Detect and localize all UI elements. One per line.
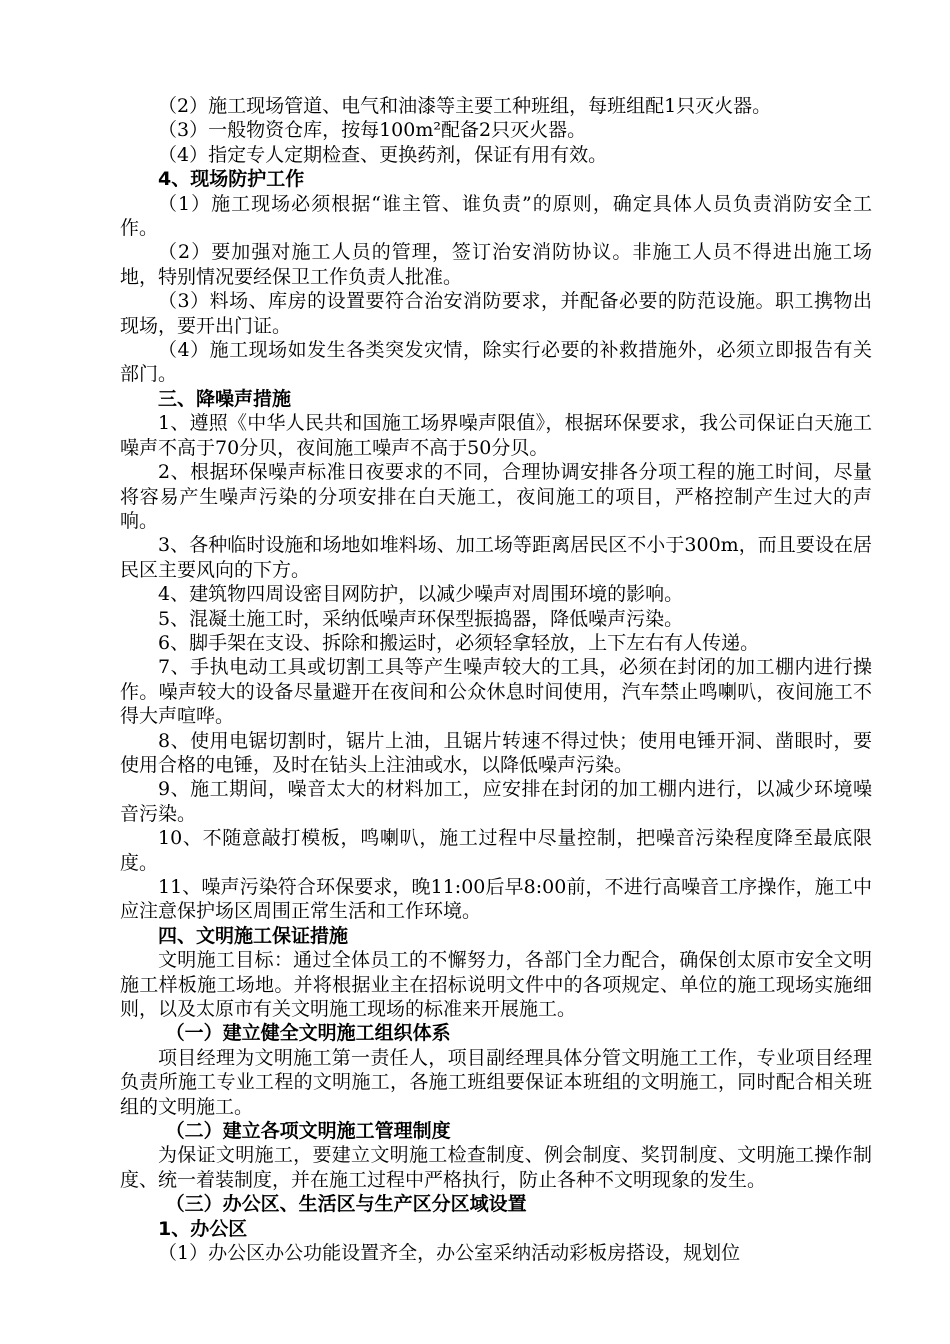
body-paragraph: （1）办公区办公功能设置齐全，办公室采纳活动彩板房搭设，规划位 (158, 1242, 741, 1265)
body-paragraph: 1、遵照《中华人民共和国施工场界噪声限值》，根据环保要求，我公司保证白天施工噪声不高于70分贝，夜间施工噪声不高于50分贝。 (120, 412, 872, 459)
section-heading: （二）建立各项文明施工管理制度 (165, 1120, 451, 1143)
body-paragraph: （1）施工现场必须根据“谁主管、谁负责”的原则，确定具体人员负责消防安全工作。 (120, 192, 872, 240)
body-paragraph: 5、混凝土施工时，采纳低噪声环保型振捣器，降低噪声污染。 (158, 607, 684, 630)
body-paragraph: （4）指定专人定期检查、更换药剂，保证有用有效。 (158, 143, 608, 166)
body-paragraph: 2、根据环保噪声标准日夜要求的不同，合理协调安排各分项工程的施工时间，尽量将容易产生噪声污染的分项安排在白天施工，夜间施工的项目，严格控制产生过大的声响。 (120, 461, 872, 532)
body-paragraph: （2）要加强对施工人员的管理，签订治安消防协议。非施工人员不得进出施工场地，特别情况要经保卫工作负责人批准。 (120, 241, 872, 288)
body-paragraph: （4）施工现场如发生各类突发灾情，除实行必要的补救措施外，必须立即报告有关部门。 (120, 339, 872, 386)
section-heading: 4、现场防护工作 (158, 168, 305, 191)
body-paragraph: 3、各种临时设施和场地如堆料场、加工场等距离居民区不小于300m，而且要设在居民区主要风向的下方。 (120, 534, 872, 581)
body-paragraph: 为保证文明施工，要建立文明施工检查制度、例会制度、奖罚制度、文明施工操作制度、统一着装制度，并在施工过程中严格执行，防止各种不文明现象的发生。 (120, 1144, 872, 1191)
body-paragraph: 6、脚手架在支设、拆除和搬运时，必须轻拿轻放，上下左右有人传递。 (158, 631, 760, 654)
document-body (120, 94, 872, 1266)
body-paragraph: （3）一般物资仓库，按每100m²配备2只灭火器。 (158, 119, 587, 142)
body-paragraph: 项目经理为文明施工第一责任人，项目副经理具体分管文明施工工作，专业项目经理负责所施工专业工程的文明施工，各施工班组要保证本班组的文明施工，同时配合相关班组的文明施工。 (120, 1046, 872, 1118)
body-paragraph: 文明施工目标：通过全体员工的不懈努力，各部门全力配合，确保创太原市安全文明施工样板施工场地。并将根据业主在招标说明文件中的各项规定、单位的施工现场实施细则，以及太原市有关文明施工现场的标准来开展施工。 (120, 949, 872, 1021)
section-heading: 四、文明施工保证措施 (158, 924, 349, 947)
body-paragraph: 11、噪声污染符合环保要求，晚11:00后早8:00前，不进行高噪音工序操作，施工中应注意保护场区周围正常生活和工作环境。 (120, 876, 872, 923)
section-heading: 1、办公区 (158, 1217, 248, 1240)
body-paragraph: （3）料场、库房的设置要符合治安消防要求，并配备必要的防范设施。职工携物出现场，要开出门证。 (120, 290, 872, 337)
body-paragraph: 8、使用电锯切割时，锯片上油，且锯片转速不得过快；使用电锤开洞、凿眼时，要使用合格的电锤，及时在钻头上注油或水，以降低噪声污染。 (120, 729, 872, 776)
section-heading: （三）办公区、生活区与生产区分区域设置 (165, 1193, 527, 1216)
section-heading: 三、降噪声措施 (158, 387, 292, 410)
section-heading: （一）建立健全文明施工组织体系 (165, 1022, 451, 1045)
body-paragraph: 7、手执电动工具或切割工具等产生噪声较大的工具，必须在封闭的加工棚内进行操作。噪声较大的设备尽量避开在夜间和公众休息时间使用，汽车禁止鸣喇叭，夜间施工不得大声喧哗。 (120, 656, 872, 728)
body-paragraph: （2）施工现场管道、电气和油漆等主要工种班组，每班组配1只灭火器。 (158, 95, 772, 117)
body-paragraph: 10、不随意敲打模板，鸣喇叭，施工过程中尽量控制，把噪音污染程度降至最底限度。 (120, 827, 872, 874)
body-paragraph: 4、建筑物四周设密目网防护，以减少噪声对周围环境的影响。 (158, 583, 684, 606)
body-paragraph: 9、施工期间，噪音太大的材料加工，应安排在封闭的加工棚内进行，以减少环境噪音污染。 (120, 778, 872, 825)
